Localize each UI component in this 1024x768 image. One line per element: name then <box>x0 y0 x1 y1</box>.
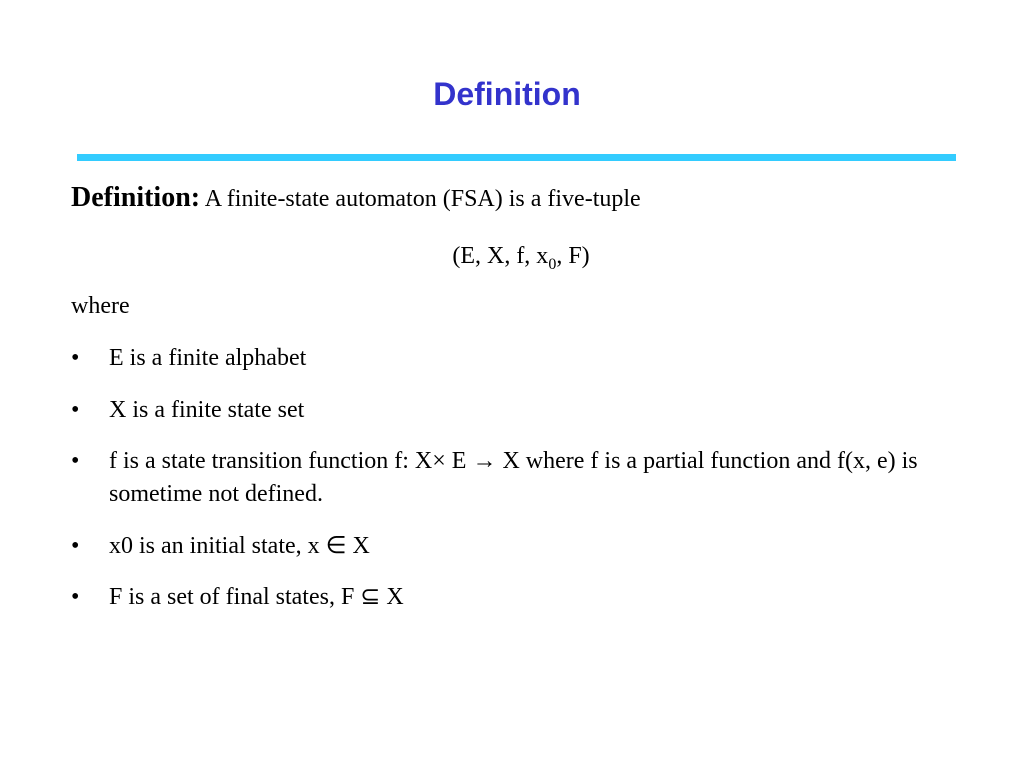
list-item <box>71 445 971 511</box>
list-item <box>71 394 971 427</box>
bullet-icon: • <box>71 533 80 559</box>
slide-title: Definition <box>433 76 581 112</box>
tuple-prefix: (E, X, f, x <box>452 243 549 269</box>
definition-text: A finite-state automaton (FSA) is a five-tuple <box>200 186 641 212</box>
five-tuple <box>71 243 971 274</box>
bullet-icon: • <box>71 584 80 610</box>
bullet-text: x0 is an initial state, x ∈ X <box>109 533 370 559</box>
tuple-subscript: 0 <box>548 255 557 273</box>
title-divider <box>77 154 956 161</box>
list-item <box>71 342 971 375</box>
bullet-text: F is a set of final states, F ⊆ X <box>109 584 404 610</box>
bullet-text: X is a finite state set <box>109 397 305 423</box>
where-label: where <box>71 293 130 319</box>
tuple-suffix: , F) <box>556 243 590 269</box>
bullet-text: f is a state transition function f: X× E → X where f is a partial function and f(x, e) is sometime not defined. <box>109 448 918 507</box>
list-item <box>71 530 971 563</box>
bullet-text: E is a finite alphabet <box>109 345 307 371</box>
bullet-icon: • <box>71 448 80 474</box>
definition-colon: : <box>190 182 201 213</box>
definition-term: Definition <box>71 182 191 213</box>
definition-line <box>71 182 641 214</box>
bullet-icon: • <box>71 345 80 371</box>
bullet-icon: • <box>71 397 80 423</box>
list-item <box>71 581 971 614</box>
